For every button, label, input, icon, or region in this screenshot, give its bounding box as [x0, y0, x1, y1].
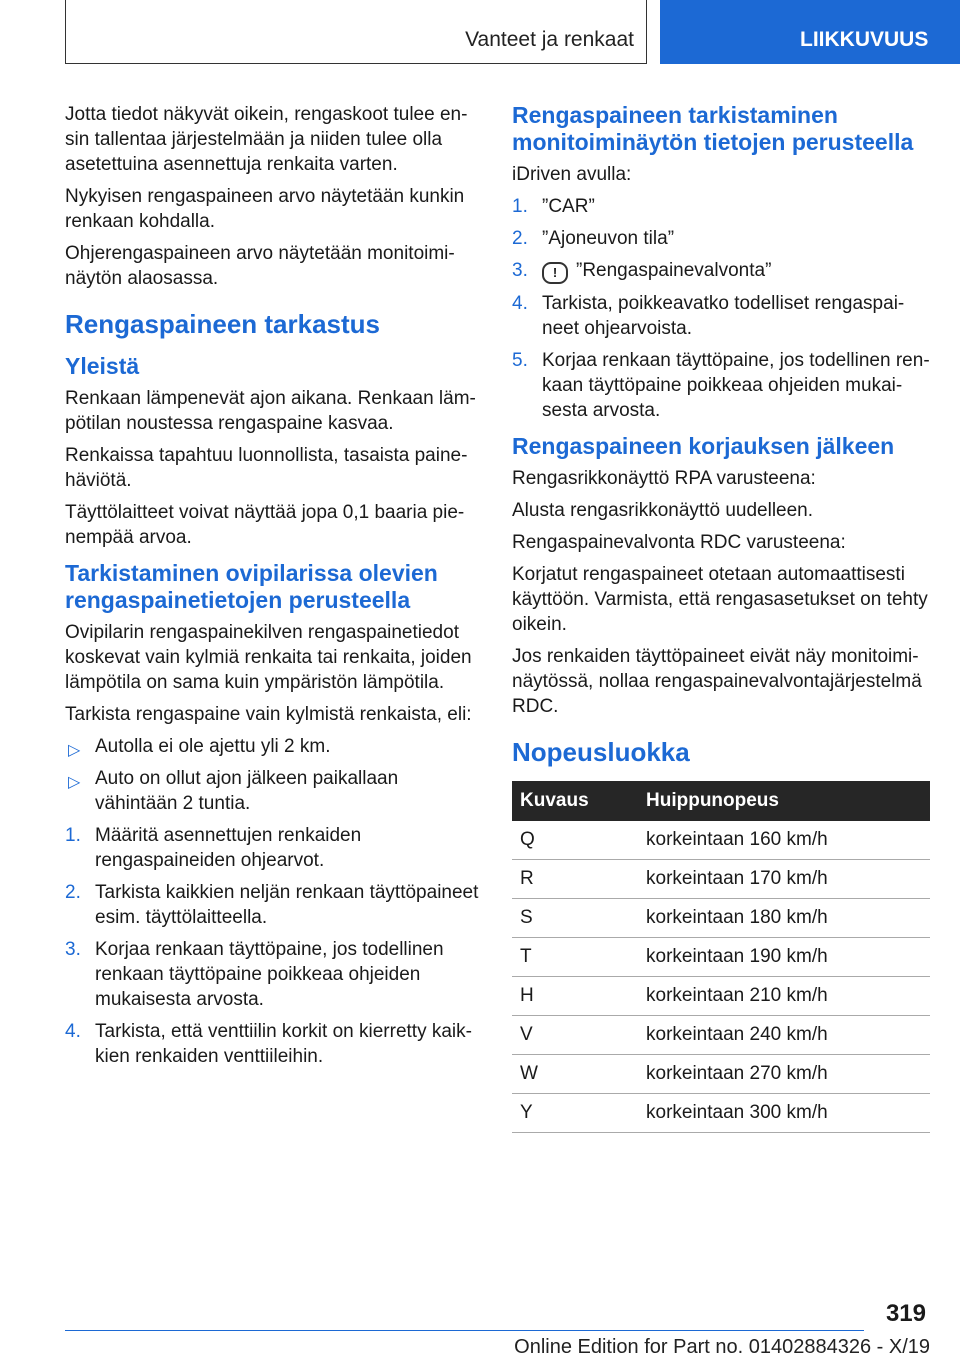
heading-door-pillar-check: Tarkistaminen ovipilarissa olevien rengaspainetietojen perusteella: [65, 560, 438, 613]
paragraph: Tarkista rengaspaine vain kylmistä renkaista, eli:: [65, 704, 472, 725]
table-cell: korkeintaan 160 km/h: [638, 821, 930, 860]
header-section-title: Vanteet ja renkaat: [65, 0, 647, 64]
list-item: 3. ! ”Rengaspainevalvonta”: [512, 258, 930, 284]
heading-monitor-check: Rengaspaineen tarkistaminen monitoiminäytön tietojen perusteella: [512, 102, 914, 155]
paragraph: Ovipilarin rengaspainekilven rengaspainetiedot koskevat vain kylmiä renkaita tai renkaita, joiden lämpötila on sama kuin ympäristön lämpötila.: [65, 622, 472, 693]
paragraph: Alusta rengasrikkonäyttö uudelleen.: [512, 500, 814, 521]
footer-edition-text: Online Edition for Part no. 01402884326 - X/19: [514, 1336, 930, 1358]
left-column: [65, 102, 479, 1076]
list-item: 1. ”CAR”: [512, 196, 595, 217]
paragraph: Rengasrikkonäyttö RPA varusteena:: [512, 468, 816, 489]
list-item: 5. Korjaa renkaan täyttöpaine, jos todellinen renkaan täyttöpaine poikkeaa ohjeiden mukaisesta arvosta.: [512, 350, 930, 421]
table-row: [512, 1094, 930, 1133]
right-column: [512, 102, 930, 1133]
table-row: [512, 938, 930, 977]
list-item: 3. Korjaa renkaan täyttöpaine, jos todellinen renkaan täyttöpaine poikkeaa ohjeiden mukaisesta arvosta.: [65, 939, 444, 1010]
paragraph: Nykyisen rengaspaineen arvo näytetään kunkin renkaan kohdalla.: [65, 186, 465, 232]
heading-general: Yleistä: [65, 353, 140, 379]
table-cell: Y: [512, 1094, 638, 1133]
paragraph: Renkaan lämpenevät ajon aikana. Renkaan lämpötilan noustessa rengaspaine kasvaa.: [65, 388, 476, 434]
list-item: ▷ Autolla ei ole ajettu yli 2 km.: [65, 734, 479, 759]
table-header-row: [512, 781, 930, 821]
list-item: 1. Määritä asennettujen renkaiden rengaspaineiden ohjearvot.: [65, 825, 362, 871]
paragraph: Renkaissa tapahtuu luonnollista, tasaista painehäviötä.: [65, 445, 468, 491]
triangle-bullet-icon: ▷: [68, 774, 81, 791]
list-item: 2. Tarkista kaikkien neljän renkaan täyttöpaineet esim. täyttölaitteella.: [65, 882, 479, 928]
table-cell: korkeintaan 210 km/h: [638, 977, 930, 1016]
table-row: [512, 1016, 930, 1055]
table-cell: V: [512, 1016, 638, 1055]
paragraph: Korjatut rengaspaineet otetaan automaattisesti käyttöön. Varmista, että rengasasetukset on tehty oikein.: [512, 564, 928, 635]
table-cell: korkeintaan 170 km/h: [638, 860, 930, 899]
list-item: 4. Tarkista, poikkeavatko todelliset rengaspaineet ohjearvoista.: [512, 293, 905, 339]
heading-after-correction: Rengaspaineen korjauksen jälkeen: [512, 433, 895, 459]
table-cell: korkeintaan 180 km/h: [638, 899, 930, 938]
triangle-bullet-icon: ▷: [68, 742, 81, 759]
table-row: [512, 977, 930, 1016]
footer-divider: [65, 1330, 864, 1331]
heading-speed-rating: Nopeusluokka: [512, 737, 690, 767]
table-cell: R: [512, 860, 638, 899]
column-header: Kuvaus: [512, 781, 638, 821]
table-cell: Q: [512, 821, 638, 860]
numbered-steps: [512, 194, 930, 423]
paragraph: Jos renkaiden täyttöpaineet eivät näy monitoiminäytössä, nollaa rengaspainevalvontajärjestelmä RDC.: [512, 646, 922, 717]
heading-tire-pressure-check: Rengaspaineen tarkastus: [65, 309, 381, 339]
paragraph: Rengaspainevalvonta RDC varusteena:: [512, 532, 846, 553]
paragraph: Täyttölaitteet voivat näyttää jopa 0,1 baaria pienempää arvoa.: [65, 502, 465, 548]
table-cell: H: [512, 977, 638, 1016]
paragraph: Jotta tiedot näkyvät oikein, rengaskoot tulee ensin tallentaa järjestelmään ja niiden tulee olla asetettuina asennettuja renkaita varten.: [65, 104, 468, 175]
table-row: [512, 899, 930, 938]
tire-pressure-warning-icon: !: [542, 262, 568, 284]
table-row: [512, 821, 930, 860]
table-cell: S: [512, 899, 638, 938]
paragraph: Ohjerengaspaineen arvo näytetään monitoiminäytön alaosassa.: [65, 243, 455, 289]
list-item: 2. ”Ajoneuvon tila”: [512, 228, 675, 249]
table-row: [512, 1055, 930, 1094]
paragraph: iDriven avulla:: [512, 164, 632, 185]
table-cell: korkeintaan 190 km/h: [638, 938, 930, 977]
table-cell: T: [512, 938, 638, 977]
bullet-list: [65, 734, 479, 816]
table-row: [512, 860, 930, 899]
table-cell: korkeintaan 270 km/h: [638, 1055, 930, 1094]
numbered-steps: [65, 823, 479, 1069]
list-item: ▷ Auto on ollut ajon jälkeen paikallaan vähintään 2 tuntia.: [68, 768, 399, 814]
list-item: 4. Tarkista, että venttiilin korkit on kierretty kaikkien renkaiden venttiileihin.: [65, 1021, 472, 1067]
column-header: Huippunopeus: [638, 781, 930, 821]
table-cell: korkeintaan 240 km/h: [638, 1016, 930, 1055]
table-cell: korkeintaan 300 km/h: [638, 1094, 930, 1133]
table-cell: W: [512, 1055, 638, 1094]
speed-rating-table: [512, 781, 930, 1133]
page-number: 319: [885, 1300, 926, 1327]
header-chapter-tab[interactable]: LIIKKUVUUS: [660, 0, 960, 64]
